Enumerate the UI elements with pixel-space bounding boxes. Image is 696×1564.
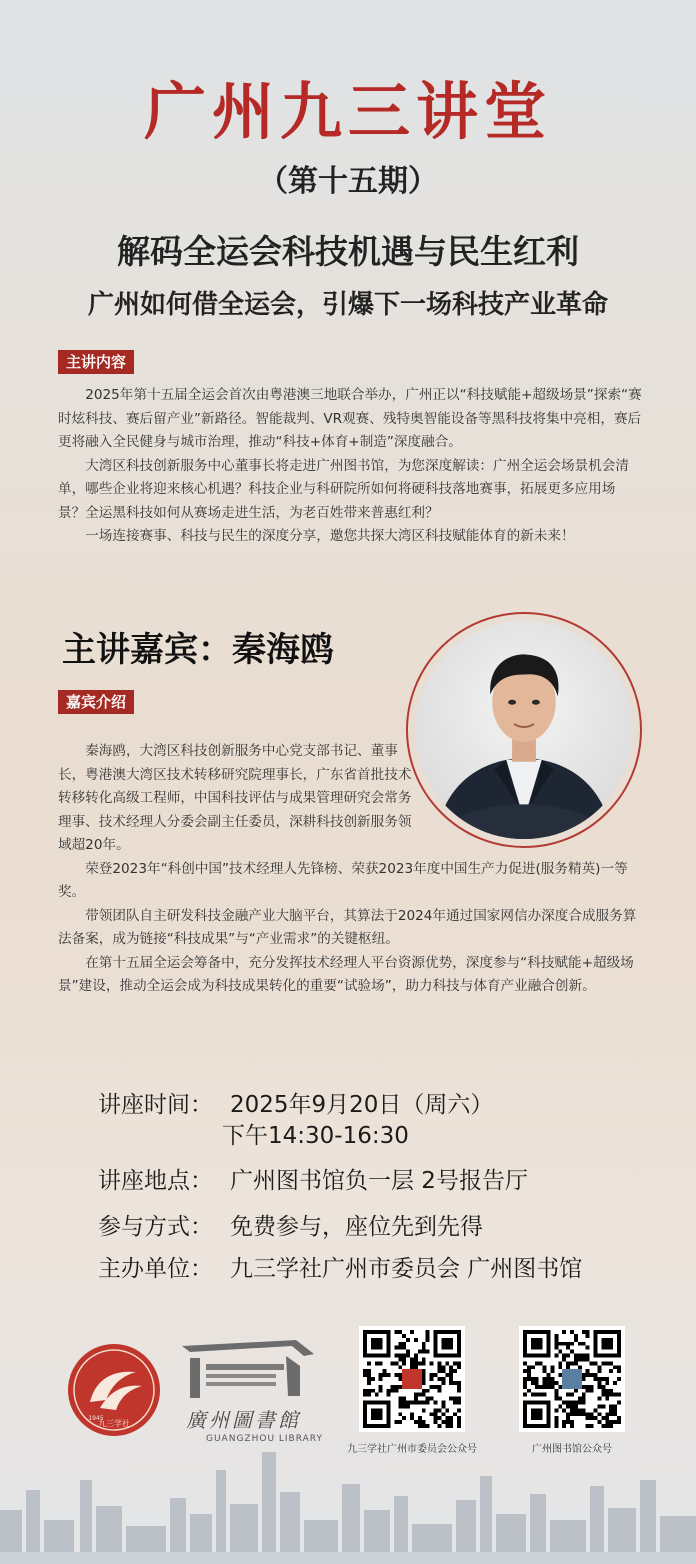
speaker-heading: 主讲嘉宾：秦海鸥 xyxy=(62,630,334,670)
library-logo-english: GUANGZHOU LIBRARY xyxy=(206,1434,323,1444)
organizers xyxy=(98,1250,582,1283)
bio-paragraph: 荣登2023年“科创中国”技术经理人先锋榜、荣获2023年度中国生产力促进(服务精英)一等奖。 xyxy=(58,860,628,900)
participation xyxy=(98,1208,483,1241)
section-tag-content: 主讲内容 xyxy=(58,350,134,374)
join-value: 免费参与，座位先到先得 xyxy=(230,1214,483,1240)
host-value: 九三学社广州市委员会 广州图书馆 xyxy=(230,1256,583,1282)
jiusan-society-logo xyxy=(66,1342,162,1438)
speaker-bio xyxy=(58,740,642,999)
lecture-time xyxy=(98,1086,494,1149)
bio-paragraph: 秦海鸥，大湾区科技创新服务中心党支部书记、董事长，粤港澳大湾区技术转移研究院理事长，广东省首批技术转移转化高级工程师，中国科技评估与成果管理研究会常务理事、技术经理人分委会副主任委员，深耕科技创新服务领域超20年。 xyxy=(58,743,412,853)
bio-paragraph: 带领团队自主研发科技金融产业大脑平台，其算法于2024年通过国家网信办深度合成服务算法备案，成为链接“科技成果”与“产业需求”的关键枢纽。 xyxy=(58,907,637,947)
time-label: 讲座时间： xyxy=(98,1092,213,1118)
jiusan-logo-year: 1945 xyxy=(88,1415,104,1422)
join-label: 参与方式： xyxy=(98,1214,213,1240)
time-value-hours: 下午14:30-16:30 xyxy=(222,1123,409,1149)
lecture-content xyxy=(58,384,642,549)
qr-code-jiusan[interactable] xyxy=(359,1326,465,1432)
headline-primary: 解码全运会科技机遇与民生红利 xyxy=(117,232,579,271)
content-paragraph: 一场连接赛事、科技与民生的深度分享，邀您共探大湾区科技赋能体育的新未来！ xyxy=(85,528,575,544)
issue-number: （第十五期） xyxy=(258,164,438,199)
headline-secondary: 广州如何借全运会，引爆下一场科技产业革命 xyxy=(87,290,608,320)
lecture-place xyxy=(98,1162,528,1195)
host-label: 主办单位： xyxy=(98,1256,213,1282)
jiusan-logo-name: 九三学社 xyxy=(98,1419,130,1428)
qr-code-library[interactable] xyxy=(519,1326,625,1432)
qr-code-pattern xyxy=(363,1330,461,1428)
time-value: 2025年9月20日（周六） xyxy=(230,1092,494,1118)
page-title: 广州九三讲堂 xyxy=(143,75,552,148)
place-label: 讲座地点： xyxy=(98,1168,213,1194)
qr-caption-jiusan: 九三学社广州市委员会公众号 xyxy=(347,1444,477,1455)
qr-code-pattern xyxy=(523,1330,621,1428)
bio-paragraph: 在第十五届全运会筹备中，充分发挥技术经理人平台资源优势，深度参与“科技赋能+超级场景”建设，推动全运会成为科技成果转化的重要“试验场”，助力科技与体育产业融合创新。 xyxy=(58,954,634,994)
content-paragraph: 大湾区科技创新服务中心董事长将走进广州图书馆，为您深度解读：广州全运会场景机会清单，哪些企业将迎来核心机遇？科技企业与科研院所如何将硬科技落地赛事，拓展更多应用场景？全运黑科技如何从赛场走进生活，为老百姓带来普惠红利？ xyxy=(58,457,629,521)
section-tag-bio: 嘉宾介绍 xyxy=(58,690,134,714)
city-skyline-illustration xyxy=(0,1440,696,1564)
library-logo-text: 廣州圖書館 xyxy=(186,1408,301,1432)
qr-caption-library: 广州图书馆公众号 xyxy=(532,1444,612,1455)
place-value: 广州图书馆负一层 2号报告厅 xyxy=(230,1168,528,1194)
content-paragraph: 2025年第十五届全运会首次由粤港澳三地联合举办，广州正以“科技赋能+超级场景”探索“赛时炫科技、赛后留产业”新路径。智能裁判、VR观赛、残特奥智能设备等黑科技将集中亮相，赛后更将融入全民健身与城市治理，推动“科技+体育+制造”深度融合。 xyxy=(58,387,642,450)
